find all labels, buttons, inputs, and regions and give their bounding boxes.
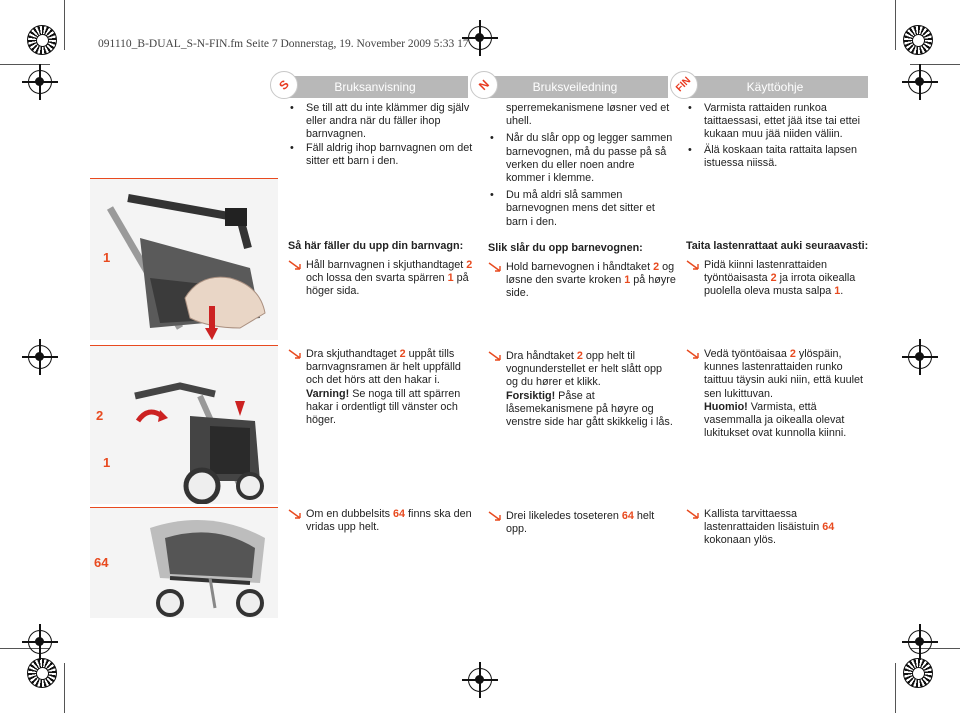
step-text: på höger sida. xyxy=(306,272,469,298)
column-swedish-step3 xyxy=(288,508,476,534)
step-text: Påse at låsemekanismene på høyre og venstre side har gått skikkelig i lås. xyxy=(506,389,673,429)
lang-title-n: Bruksveiledning xyxy=(532,80,618,94)
column-swedish xyxy=(288,102,476,168)
step-text: opp helt til vognunderstellet er helt slått opp og du hører et klikk. xyxy=(506,350,663,389)
step-text: Vedä työntöaisaa xyxy=(704,348,790,360)
ref-number: 2 xyxy=(653,261,660,273)
registration-mark-icon xyxy=(903,658,933,688)
registration-mark-icon xyxy=(27,658,57,688)
ref-number: 64 xyxy=(822,521,835,534)
figure-3-number: 64 xyxy=(94,555,109,570)
ref-number: 2 xyxy=(399,348,406,360)
figure-3-divider xyxy=(90,507,278,508)
lang-tab-s xyxy=(270,71,298,99)
step-arrow-icon xyxy=(686,509,700,520)
bullet-item: • Når du slår opp og legger sammen barnevognen, må du passe på så verken du eller noen andre kommer i klemme. xyxy=(488,132,676,185)
ref-number: 1 xyxy=(834,285,841,298)
crop-mark xyxy=(64,663,65,713)
registration-mark-icon xyxy=(903,25,933,55)
ref-number: 2 xyxy=(789,348,796,360)
crop-mark xyxy=(895,0,896,50)
step-text: helt opp. xyxy=(506,510,655,536)
column-swedish-steps xyxy=(288,240,476,299)
column-finnish-step3 xyxy=(686,508,870,548)
step-text: Om en dubbelsits xyxy=(306,508,394,520)
column-finnish-step2 xyxy=(686,348,870,440)
step-text: kokonaan ylös. xyxy=(704,534,777,547)
step-2-s xyxy=(288,348,476,427)
step-text: . xyxy=(840,285,844,298)
step-2-fin xyxy=(686,348,870,440)
column-norwegian-steps xyxy=(488,242,676,301)
crosshair-target-icon xyxy=(28,70,52,94)
double-seat-illustration xyxy=(90,508,278,618)
figure-1-divider xyxy=(90,178,278,179)
bullet-item: • Varmista rattaiden runkoa taittaessasi, ettet jää itse tai ettei kukaan muu jää niiden väliin. xyxy=(686,102,870,142)
step-text: Drei likeledes toseteren xyxy=(506,510,622,522)
safety-list-s xyxy=(288,102,476,168)
step-arrow-icon xyxy=(686,349,700,360)
step-text: på høyre side. xyxy=(506,274,676,300)
crop-mark xyxy=(64,0,65,50)
step-text: Håll barnvagnen i skjuthandtaget xyxy=(306,259,467,271)
lang-tab-n xyxy=(470,71,498,99)
step-text: finns ska den vridas upp helt. xyxy=(306,508,472,534)
warning-label: Huomio! xyxy=(704,400,748,413)
warning-label: Forsiktig! xyxy=(506,389,556,402)
column-norwegian-step2 xyxy=(488,350,676,429)
step-text: uppåt tills barnvagnsramen är helt uppfälld och det hörs att den hakar i. xyxy=(306,348,461,387)
lang-code-s: S xyxy=(276,77,292,93)
step-arrow-icon xyxy=(686,260,700,271)
ref-number: 1 xyxy=(624,274,631,287)
step-text: ja irrota oikealla puolella oleva musta salpa xyxy=(704,272,856,298)
section-heading-fin: Taita lastenrattaat auki seuraavasti: xyxy=(686,240,869,252)
step-text: Hold barnevognen i håndtaket xyxy=(506,261,654,273)
column-norwegian-step3 xyxy=(488,510,676,536)
lang-code-fin: FIN xyxy=(674,75,694,95)
lang-title-fin: Käyttöohje xyxy=(746,80,804,94)
figure-2-number-2: 2 xyxy=(96,408,104,423)
safety-list-n xyxy=(488,132,676,228)
bullet-item: • Se till att du inte klämmer dig själv eller andra när du fäller ihop barnvagnen. xyxy=(288,102,476,142)
continued-text-n: sperremekanismene løsner ved et uhell. xyxy=(506,102,670,128)
lang-code-n: N xyxy=(475,76,493,94)
crosshair-target-icon xyxy=(28,630,52,654)
bullet-item: • Du må aldri slå sammen barnevognen mens det sitter et barn i den. xyxy=(488,189,676,229)
ref-number: 1 xyxy=(447,272,454,285)
lang-tab-fin xyxy=(670,71,698,99)
ref-number: 64 xyxy=(393,508,406,520)
step-arrow-icon xyxy=(488,351,502,362)
section-heading-n: Slik slår du opp barnevognen: xyxy=(488,242,643,254)
lang-title-s: Bruksanvisning xyxy=(334,80,416,94)
step-1-s xyxy=(288,259,476,299)
step-arrow-icon xyxy=(488,262,502,273)
crosshair-target-icon xyxy=(28,345,52,369)
step-1-fin xyxy=(686,259,870,299)
safety-list-fin xyxy=(686,102,870,170)
column-norwegian xyxy=(488,102,676,229)
crop-mark xyxy=(910,64,960,65)
step-text: Se noga till att spärren hakar i ordentligt till vänster och höger. xyxy=(306,387,461,427)
section-heading-s: Så här fäller du upp din barnvagn: xyxy=(288,240,464,252)
step-arrow-icon xyxy=(288,260,302,271)
step-arrow-icon xyxy=(288,509,302,520)
step-text: Kallista tarvittaessa lastenrattaiden lisäistuin xyxy=(704,508,823,534)
step-arrow-icon xyxy=(488,511,502,522)
crosshair-target-icon xyxy=(468,668,492,692)
step-text: Dra håndtaket xyxy=(506,350,577,362)
stroller-unfold-illustration xyxy=(90,346,278,504)
column-finnish-steps xyxy=(686,240,870,299)
column-swedish-step2 xyxy=(288,348,476,427)
lang-bar-n xyxy=(482,76,668,98)
warning-label: Varning! xyxy=(306,387,350,400)
column-finnish xyxy=(686,102,870,170)
crosshair-target-icon xyxy=(908,630,932,654)
figure-2-number-1: 1 xyxy=(103,455,111,470)
crosshair-target-icon xyxy=(908,70,932,94)
stroller-unlock-illustration xyxy=(90,178,278,340)
step-2-n xyxy=(488,350,676,429)
step-text: Varmista, että vasemmalla ja oikealla olevat lukitukset ovat kunnolla kiinni. xyxy=(704,400,847,440)
bullet-item: • Fäll aldrig ihop barnvagnen om det sitter ett barn i den. xyxy=(288,142,476,168)
step-3-fin xyxy=(686,508,870,548)
figure-2-divider xyxy=(90,345,278,346)
print-header: 091110_B-DUAL_S-N-FIN.fm Seite 7 Donnerstag, 19. November 2009 5:33 17 xyxy=(98,38,469,50)
crosshair-target-icon xyxy=(908,345,932,369)
figure-1-number: 1 xyxy=(103,250,111,265)
bullet-item: • Älä koskaan taita rattaita lapsen istuessa niissä. xyxy=(686,144,870,170)
ref-number: 64 xyxy=(621,510,634,522)
lang-bar-fin xyxy=(682,76,868,98)
step-text: Dra skjuthandtaget xyxy=(306,348,400,360)
lang-bar-s xyxy=(282,76,468,98)
crop-mark xyxy=(895,663,896,713)
step-1-n xyxy=(488,261,676,301)
step-text: Pidä kiinni lastenrattaiden työntöaisasta xyxy=(704,259,828,285)
ref-number: 2 xyxy=(466,259,473,271)
step-text: og løsne den svarte kroken xyxy=(506,261,675,287)
registration-mark-icon xyxy=(27,25,57,55)
crop-mark xyxy=(0,64,50,65)
step-3-s xyxy=(288,508,476,534)
figure-3-photo xyxy=(90,508,278,618)
step-text: och lossa den svarta spärren xyxy=(306,272,448,285)
figure-1-photo xyxy=(90,178,278,340)
crosshair-target-icon xyxy=(468,26,492,50)
ref-number: 2 xyxy=(576,350,583,362)
step-3-n xyxy=(488,510,676,536)
step-text: ylöspäin, kunnes lastenrattaiden runko taittuu täysin auki niin, että kuulet sen lukittuvan. xyxy=(704,348,864,400)
step-arrow-icon xyxy=(288,349,302,360)
ref-number: 2 xyxy=(770,272,777,285)
figure-2-photo xyxy=(90,346,278,504)
